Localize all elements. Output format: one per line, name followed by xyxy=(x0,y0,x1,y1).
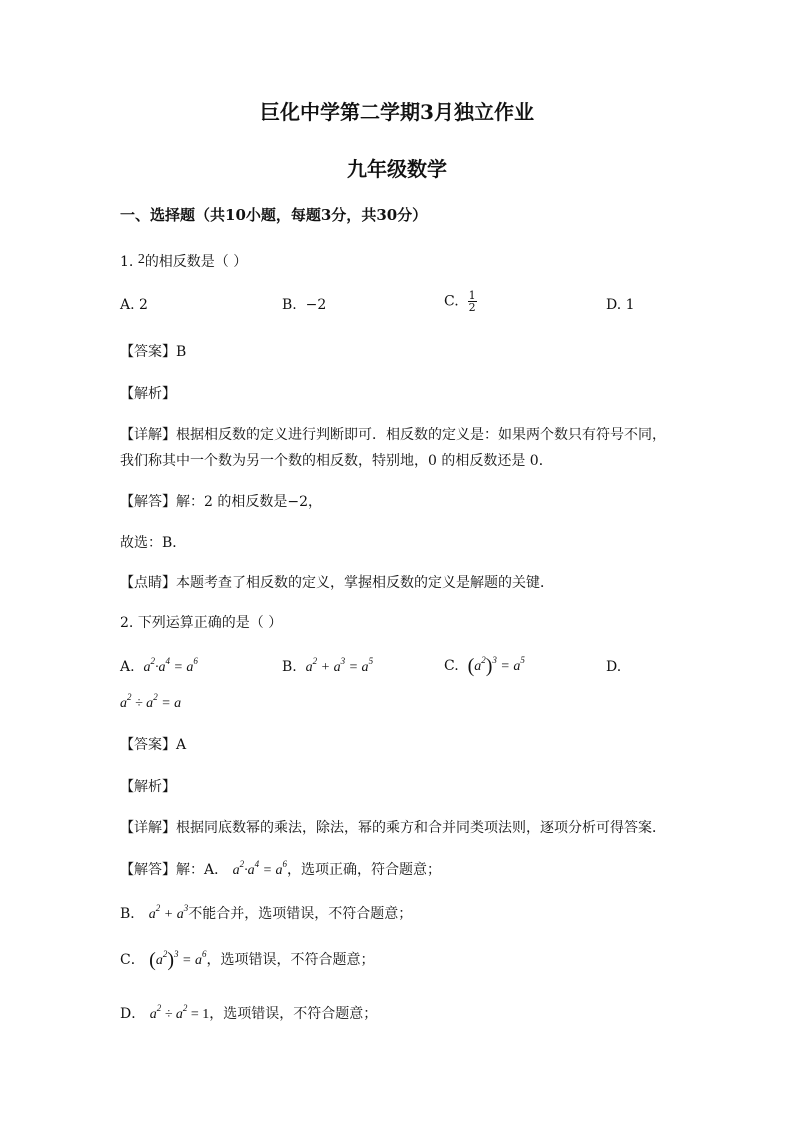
q1-option-b xyxy=(282,297,326,313)
q2-solution-d xyxy=(120,1003,377,1023)
solution-prefix: 【解答】解：A． xyxy=(120,862,229,878)
q1-detail-line-1: 【详解】根据相反数的定义进行判断即可．相反数的定义是：如果两个数只有符号不同， xyxy=(120,427,666,443)
q1-analysis-heading: 【解析】 xyxy=(120,386,176,402)
solution-suffix: ，选项错误，不符合题意； xyxy=(206,952,375,968)
q2-option-a-expression: $a^2\cdot a^4 = a^6$ xyxy=(143,656,198,675)
solution-suffix: ，选项正确，符合题意； xyxy=(287,862,442,878)
option-label: B. xyxy=(282,297,297,313)
solution-prefix: D． xyxy=(120,1006,146,1022)
q1-stem-line xyxy=(120,251,247,271)
q2-stem-line xyxy=(120,612,282,632)
q2-solution-c xyxy=(120,949,374,972)
q1-option-c xyxy=(444,290,477,313)
q1-base-number: 2 xyxy=(137,252,145,267)
option-value: 1 xyxy=(625,297,635,313)
q2-option-d-label: D. xyxy=(606,659,622,675)
q2-stem: 下列运算正确的是（ ） xyxy=(137,615,283,631)
option-label: D. xyxy=(606,297,622,313)
q2-number: 2. xyxy=(120,615,134,631)
q1-number: 1. xyxy=(120,254,134,270)
q1-detail-line-2: 我们称其中一个数为另一个数的相反数，特别地，0 的相反数还是 0． xyxy=(120,453,553,469)
q2-option-c-expression: $(a^2)^3 = a^5$ xyxy=(467,655,525,677)
q2-detail: 【详解】根据同底数幂的乘法，除法，幂的乘方和合并同类项法则，逐项分析可得答案． xyxy=(120,820,666,836)
q1-option-a xyxy=(120,297,148,313)
q2-analysis-heading: 【解析】 xyxy=(120,779,176,795)
q2-solution-a xyxy=(120,859,441,879)
q1-comment: 【点睛】本题考查了相反数的定义，掌握相反数的定义是解题的关键． xyxy=(120,575,554,591)
q1-option-d xyxy=(606,297,635,313)
document-title: 巨化中学第二学期3月独立作业 xyxy=(260,100,534,124)
solution-suffix: 不能合并，选项错误，不符合题意； xyxy=(188,906,413,922)
q2-option-b xyxy=(282,656,374,676)
q1-choose: 故选：B． xyxy=(120,535,187,551)
option-value: −2 xyxy=(305,297,327,313)
q2-answer: 【答案】A xyxy=(120,737,187,753)
fraction xyxy=(468,290,477,313)
solution-suffix: ，选项错误，不符合题意； xyxy=(209,1006,378,1022)
document-subtitle: 九年级数学 xyxy=(347,157,447,181)
option-label: A. xyxy=(120,297,135,313)
solution-expression: $a^2\cdot a^4 = a^6$ xyxy=(232,859,288,878)
q2-option-d-expression: $a^2 \div a^2 = a$ xyxy=(120,692,182,711)
q2-option-a xyxy=(120,656,198,676)
q2-solution-b xyxy=(120,903,412,923)
section-heading: 一、选择题（共10小题，每题3分，共30分） xyxy=(120,206,428,224)
solution-expression: $a^2 \div a^2 = 1$ xyxy=(149,1003,210,1022)
q2-option-d xyxy=(120,692,182,712)
option-value: 2 xyxy=(139,297,148,313)
solution-expression: $(a^2)^3 = a^6$ xyxy=(149,949,207,971)
option-label: A. xyxy=(120,659,135,675)
q1-stem: 的相反数是（ ） xyxy=(144,254,248,270)
solution-expression: $a^2 + a^3$ xyxy=(148,903,189,922)
option-label: C. xyxy=(444,293,459,310)
q2-option-b-expression: $a^2 + a^3 = a^5$ xyxy=(305,656,374,675)
q2-option-c xyxy=(444,655,525,678)
q1-answer: 【答案】B xyxy=(120,344,187,360)
solution-prefix: B． xyxy=(120,906,145,922)
option-label: C. xyxy=(444,658,459,674)
fraction-denominator: 2 xyxy=(468,301,476,314)
fraction-numerator: 1 xyxy=(468,289,476,302)
option-label: B. xyxy=(282,659,297,675)
solution-prefix: C． xyxy=(120,952,145,968)
q1-solution: 【解答】解：2 的相反数是−2， xyxy=(120,494,322,510)
